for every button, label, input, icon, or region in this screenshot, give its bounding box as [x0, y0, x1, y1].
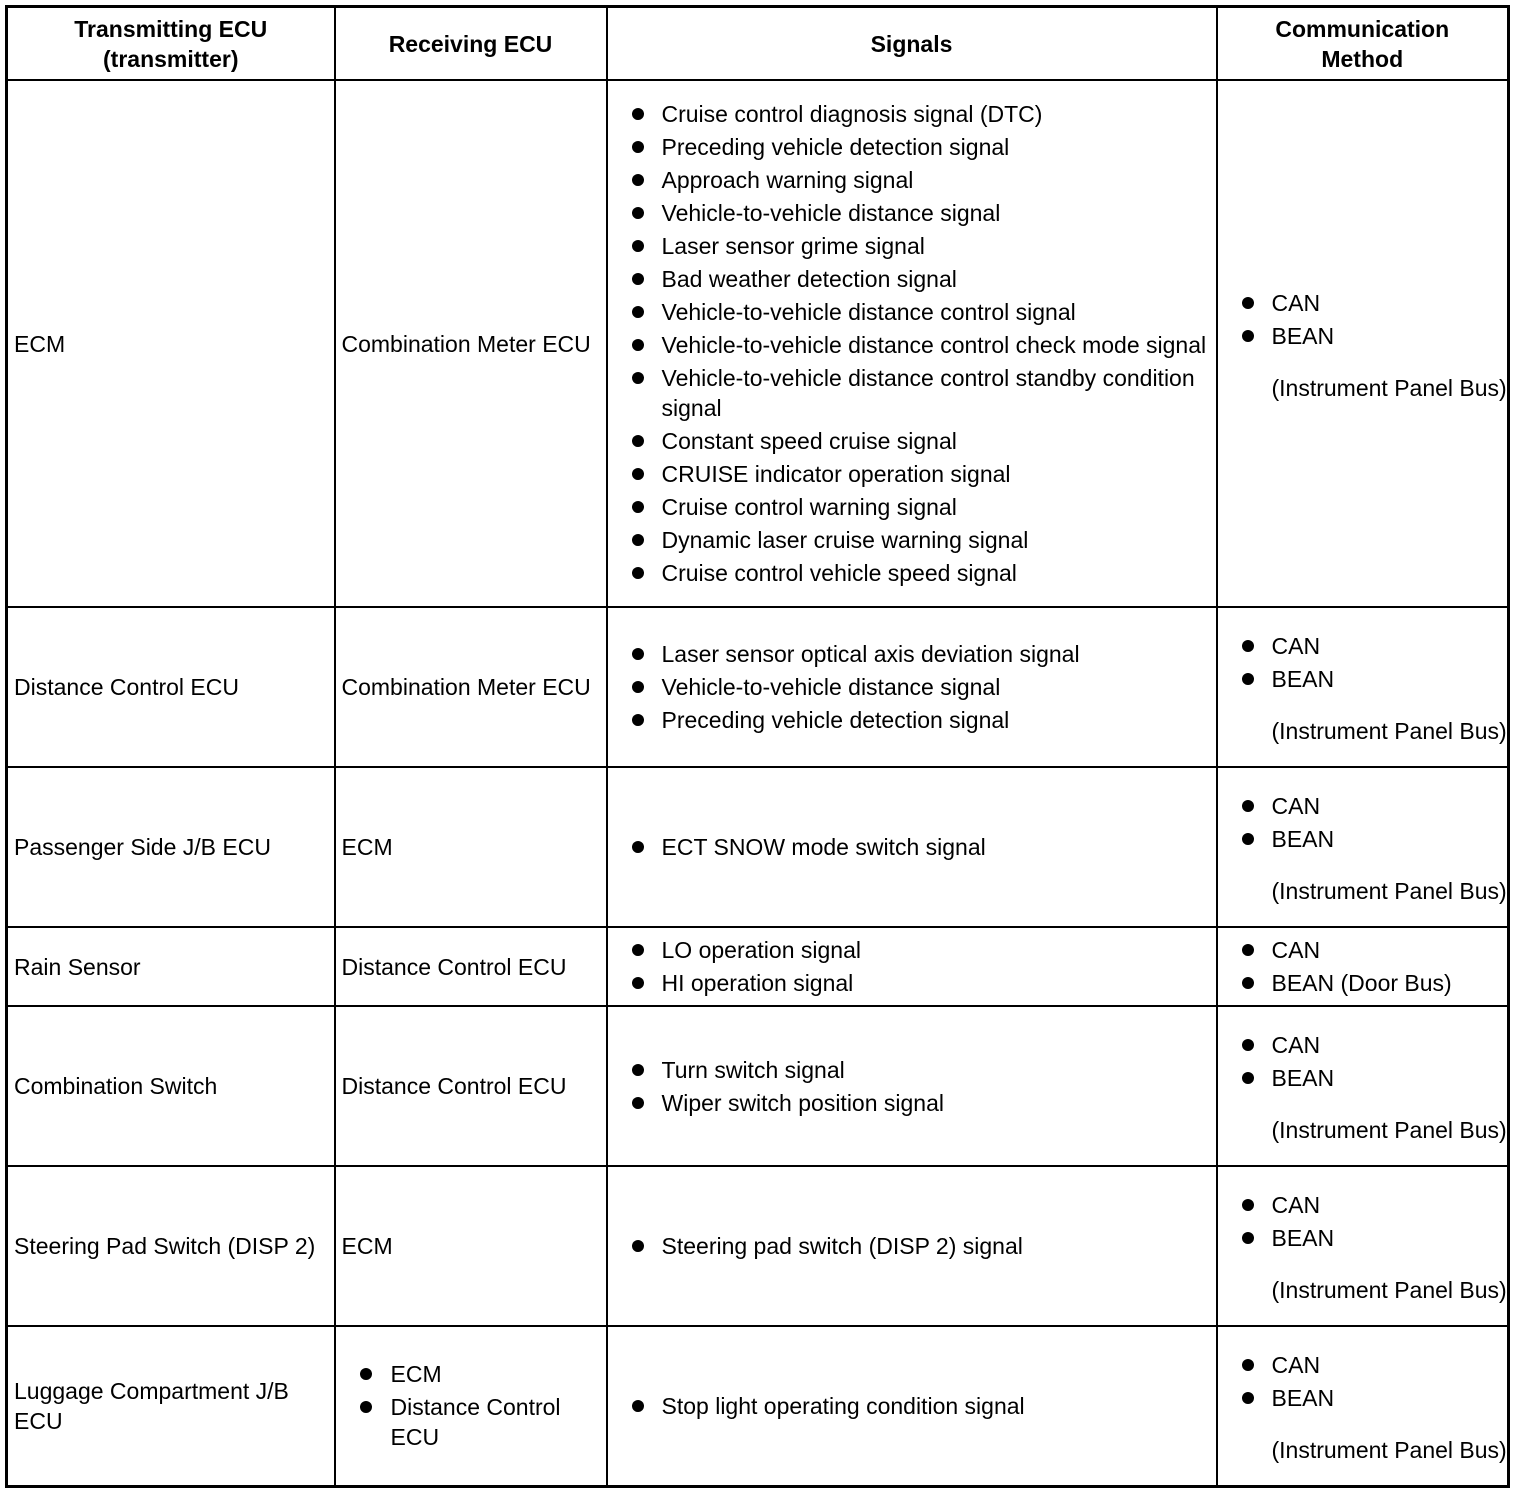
list-item — [608, 705, 1216, 735]
bullet-icon — [360, 1401, 372, 1413]
communication-text: BEAN (Door Bus) — [1271, 970, 1452, 996]
bullet-icon — [632, 1097, 644, 1109]
list-item — [608, 426, 1216, 456]
document-page — [5, 5, 1507, 1483]
signal-text: Laser sensor optical axis deviation signal — [661, 641, 1080, 667]
list-item — [608, 198, 1216, 228]
bullet-icon — [632, 273, 644, 285]
transmitting-ecu-cell: ECM — [7, 80, 335, 607]
bullet-icon — [632, 501, 644, 513]
list-item — [608, 459, 1216, 489]
list-item — [608, 231, 1216, 261]
communication-method-cell — [1217, 607, 1509, 767]
receiving-ecu-cell: Combination Meter ECU — [335, 80, 607, 607]
bullet-icon — [632, 306, 644, 318]
signal-text: Vehicle-to-vehicle distance signal — [661, 200, 1001, 226]
bullet-icon — [360, 1368, 372, 1380]
list-item — [1218, 631, 1508, 661]
list-item — [608, 492, 1216, 522]
list-item — [1218, 935, 1508, 965]
table-row — [7, 607, 1509, 767]
list-item — [1218, 968, 1508, 998]
signals-cell — [607, 1166, 1217, 1326]
list-item — [608, 264, 1216, 294]
list-item — [608, 558, 1216, 588]
signal-text: Stop light operating condition signal — [661, 1392, 1025, 1419]
table-row — [7, 927, 1509, 1006]
list-item — [608, 132, 1216, 162]
bus-note: (Instrument Panel Bus) — [1271, 1117, 1507, 1143]
communication-text: CAN — [1271, 1192, 1321, 1218]
bus-note: (Instrument Panel Bus) — [1271, 374, 1507, 401]
list-item — [608, 330, 1216, 360]
table-row — [7, 1326, 1509, 1486]
signal-text: Laser sensor grime signal — [661, 233, 925, 259]
communication-text: BEAN — [1271, 1384, 1335, 1411]
communication-text: BEAN — [1271, 322, 1335, 349]
communication-text: BEAN — [1271, 1065, 1335, 1091]
bullet-icon — [1242, 330, 1254, 342]
transmitting-ecu-cell: Rain Sensor — [7, 927, 335, 1006]
bullet-icon — [632, 240, 644, 252]
bullet-icon — [632, 372, 644, 384]
signal-text: Wiper switch position signal — [661, 1089, 945, 1116]
signals-cell — [607, 767, 1217, 927]
table-row — [7, 1006, 1509, 1166]
bullet-icon — [632, 174, 644, 186]
header-receiving-ecu: Receiving ECU — [335, 7, 607, 81]
bullet-icon — [1242, 1039, 1254, 1051]
bus-note: (Instrument Panel Bus) — [1271, 1277, 1507, 1303]
list-item — [1218, 1030, 1508, 1060]
signals-cell — [607, 80, 1217, 607]
bullet-icon — [632, 977, 644, 989]
communication-method-cell — [1217, 927, 1509, 1006]
signal-text: HI operation signal — [661, 970, 854, 996]
list-item — [1218, 1190, 1508, 1220]
signal-text: Turn switch signal — [661, 1056, 845, 1083]
bullet-icon — [1242, 1072, 1254, 1084]
communication-text: BEAN — [1271, 666, 1335, 692]
list-item — [1218, 1223, 1508, 1253]
signal-text: LO operation signal — [661, 937, 861, 963]
transmitting-ecu-cell: Distance Control ECU — [7, 607, 335, 767]
list-item — [608, 1231, 1216, 1261]
list-item — [608, 1088, 1216, 1118]
list-item — [608, 99, 1216, 129]
header-transmitting-ecu: Transmitting ECU (transmitter) — [7, 7, 335, 81]
receiving-ecu-cell — [335, 1326, 607, 1486]
bullet-icon — [632, 567, 644, 579]
signal-text: CRUISE indicator operation signal — [661, 461, 1011, 487]
bullet-icon — [1242, 1359, 1254, 1371]
signal-text: ECT SNOW mode switch signal — [661, 834, 986, 860]
transmitting-ecu-cell: Luggage Compartment J/B ECU — [7, 1326, 335, 1486]
bullet-icon — [1242, 977, 1254, 989]
receiving-ecu-cell: ECM — [335, 767, 607, 927]
list-item — [608, 639, 1216, 669]
list-item — [608, 165, 1216, 195]
bullet-icon — [632, 841, 644, 853]
list-item — [1218, 1383, 1508, 1413]
signal-text: Vehicle-to-vehicle distance control signal — [661, 299, 1076, 325]
table-row — [7, 767, 1509, 927]
communication-text: BEAN — [1271, 826, 1335, 852]
list-item — [1218, 791, 1508, 821]
receiving-ecu-cell: ECM — [335, 1166, 607, 1326]
list-item — [608, 525, 1216, 555]
bullet-icon — [1242, 833, 1254, 845]
list-item — [608, 935, 1216, 965]
bullet-icon — [632, 714, 644, 726]
signals-cell — [607, 1006, 1217, 1166]
communication-text: CAN — [1271, 793, 1321, 819]
signals-cell — [607, 607, 1217, 767]
bullet-icon — [632, 1064, 644, 1076]
list-item — [336, 1392, 606, 1452]
bullet-icon — [632, 534, 644, 546]
communication-text: CAN — [1271, 1351, 1321, 1378]
communication-method-cell — [1217, 1006, 1509, 1166]
list-item — [1218, 824, 1508, 854]
bullet-icon — [1242, 1199, 1254, 1211]
signal-text: Vehicle-to-vehicle distance control standby condition signal — [661, 365, 1195, 421]
signals-cell — [607, 1326, 1217, 1486]
table-row — [7, 80, 1509, 607]
communication-method-cell — [1217, 80, 1509, 607]
bullet-icon — [1242, 1392, 1254, 1404]
signal-text: Cruise control vehicle speed signal — [661, 560, 1017, 586]
list-item — [608, 363, 1216, 423]
signal-text: Vehicle-to-vehicle distance signal — [661, 674, 1001, 700]
receiving-ecu-cell: Distance Control ECU — [335, 927, 607, 1006]
receiving-ecu-text: Distance Control ECU — [390, 1394, 561, 1451]
bullet-icon — [632, 207, 644, 219]
bullet-icon — [632, 648, 644, 660]
list-item — [1218, 1063, 1508, 1093]
header-signals: Signals — [607, 7, 1217, 81]
list-item — [608, 297, 1216, 327]
bullet-icon — [1242, 944, 1254, 956]
bus-note: (Instrument Panel Bus) — [1271, 878, 1507, 904]
signal-text: Preceding vehicle detection signal — [661, 707, 1010, 733]
signal-text: Steering pad switch (DISP 2) signal — [661, 1233, 1023, 1259]
bullet-icon — [632, 108, 644, 120]
signal-text: Constant speed cruise signal — [661, 428, 957, 454]
transmitting-ecu-cell: Passenger Side J/B ECU — [7, 767, 335, 927]
communication-text: CAN — [1271, 289, 1321, 316]
bullet-icon — [1242, 673, 1254, 685]
bus-note: (Instrument Panel Bus) — [1271, 1436, 1507, 1463]
bullet-icon — [632, 681, 644, 693]
signals-cell — [607, 927, 1217, 1006]
communication-text: CAN — [1271, 1032, 1321, 1058]
bullet-icon — [632, 141, 644, 153]
header-communication-method: Communication Method — [1217, 7, 1509, 81]
communication-method-cell — [1217, 767, 1509, 927]
list-item — [1218, 1350, 1508, 1380]
communication-text: BEAN — [1271, 1225, 1335, 1251]
receiving-ecu-text: ECM — [390, 1361, 442, 1388]
communication-method-cell — [1217, 1166, 1509, 1326]
list-item — [1218, 321, 1508, 351]
list-item — [608, 1391, 1216, 1421]
signal-text: Cruise control warning signal — [661, 494, 957, 520]
list-item — [1218, 664, 1508, 694]
bullet-icon — [632, 339, 644, 351]
header-row — [7, 7, 1509, 81]
transmitting-ecu-cell: Steering Pad Switch (DISP 2) — [7, 1166, 335, 1326]
table-row — [7, 1166, 1509, 1326]
signal-text: Preceding vehicle detection signal — [661, 134, 1010, 160]
bus-note: (Instrument Panel Bus) — [1271, 718, 1507, 744]
transmitting-ecu-cell: Combination Switch — [7, 1006, 335, 1166]
bullet-icon — [1242, 297, 1254, 309]
list-item — [336, 1359, 606, 1389]
signal-text: Vehicle-to-vehicle distance control check mode signal — [661, 332, 1207, 358]
list-item — [608, 968, 1216, 998]
bullet-icon — [632, 468, 644, 480]
signal-text: Approach warning signal — [661, 167, 914, 193]
communication-text: CAN — [1271, 633, 1321, 659]
bullet-icon — [632, 435, 644, 447]
receiving-ecu-cell: Combination Meter ECU — [335, 607, 607, 767]
list-item — [608, 672, 1216, 702]
list-item — [608, 1055, 1216, 1085]
bullet-icon — [632, 1400, 644, 1412]
bullet-icon — [1242, 800, 1254, 812]
list-item — [1218, 288, 1508, 318]
signal-text: Dynamic laser cruise warning signal — [661, 527, 1029, 553]
signal-text: Bad weather detection signal — [661, 266, 957, 292]
ecu-communication-table — [5, 5, 1510, 1488]
communication-method-cell — [1217, 1326, 1509, 1486]
receiving-ecu-cell: Distance Control ECU — [335, 1006, 607, 1166]
bullet-icon — [1242, 640, 1254, 652]
bullet-icon — [1242, 1232, 1254, 1244]
bullet-icon — [632, 1240, 644, 1252]
list-item — [608, 832, 1216, 862]
communication-text: CAN — [1271, 937, 1321, 963]
signal-text: Cruise control diagnosis signal (DTC) — [661, 101, 1043, 127]
bullet-icon — [632, 944, 644, 956]
